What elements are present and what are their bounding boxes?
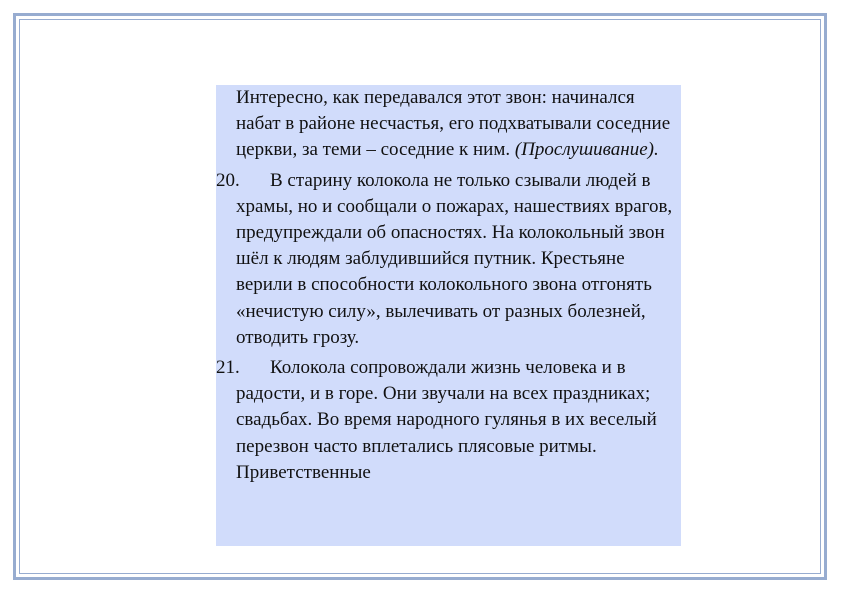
paragraph-italic-note: (Прослушивание).: [514, 139, 659, 161]
paragraph-text: Колокола сопровождали жизнь человека и в радости, и в горе. Они звучали на всех праздниках; свадьбах. Во время народного гулянья в их веселый перезвон часто вплетались плясовые ритмы. Приветственные: [236, 357, 657, 483]
text-block: [216, 85, 681, 546]
paragraph-text: Интересно, как передавался этот звон: начинался набат в районе несчастья, его подхватывали соседние церкви, за теми – соседние к ним.: [236, 87, 671, 161]
paragraph-number: 21.: [216, 357, 240, 379]
paragraph-number: 20.: [216, 169, 240, 191]
paragraph-text: В старину колокола не только сзывали людей в храмы, но и сообщали о пожарах, нашествиях врагов, предупреждали об опасностях. На колокольный звон шёл к людям заблудившийся путник. Крестьяне верили в способности колокольного звона отгонять «нечистую силу», вылечивать от разных болезней, отводить грозу.: [236, 169, 673, 348]
paragraph-20: [216, 168, 681, 351]
paragraph-21: [216, 355, 681, 486]
paragraph-continuation: [216, 85, 681, 164]
